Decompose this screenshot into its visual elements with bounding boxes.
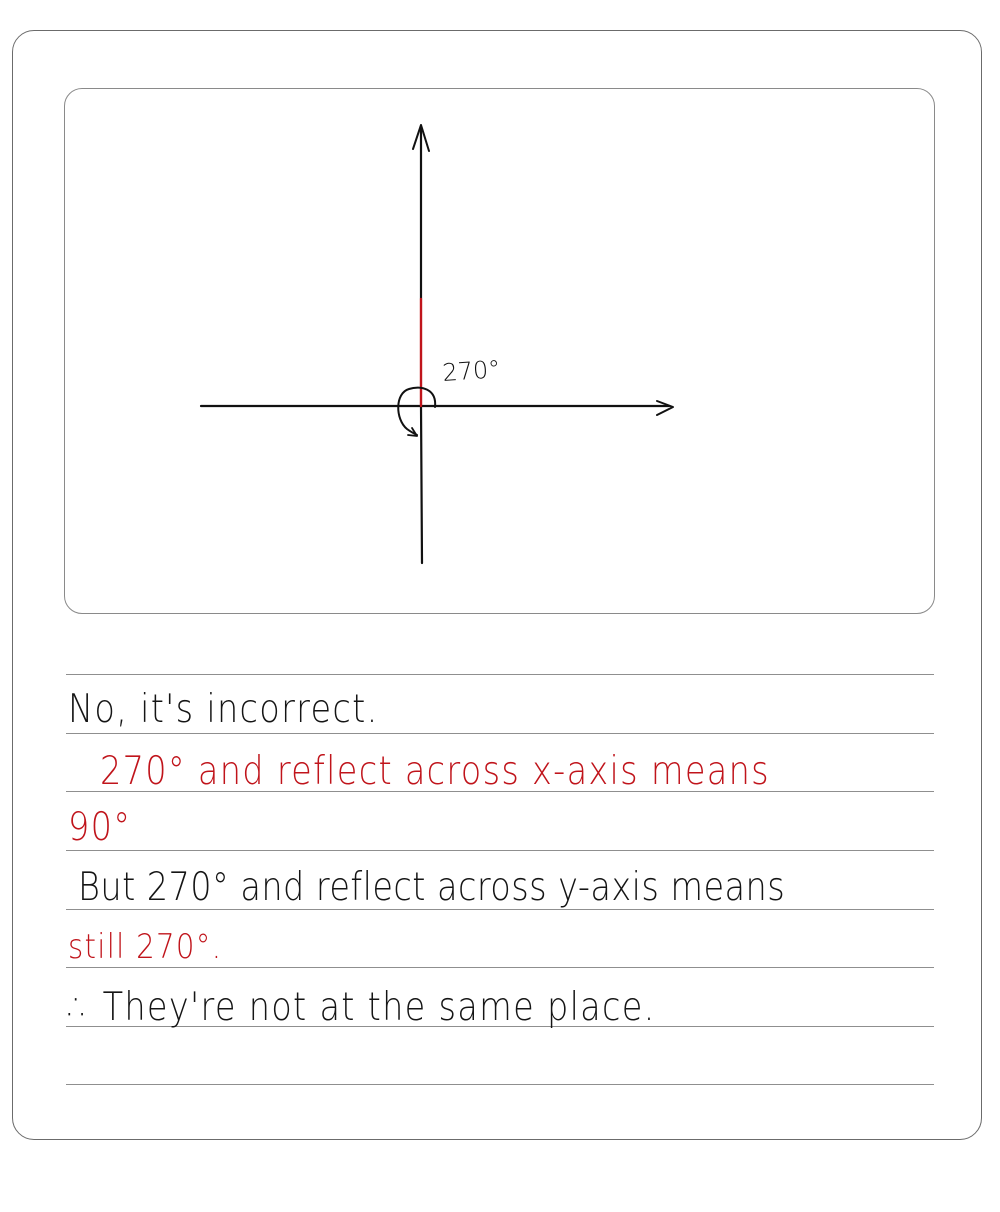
ruled-line	[66, 850, 934, 851]
ruled-line	[66, 674, 934, 675]
note-line-5: still 270°.	[68, 927, 223, 967]
note-line-4: But 270° and reflect across y-axis means	[78, 865, 786, 910]
ruled-line	[66, 1084, 934, 1085]
ruled-line	[66, 733, 934, 734]
ruled-line	[66, 967, 934, 968]
angle-diagram	[65, 89, 936, 615]
rotation-arc	[398, 388, 435, 435]
note-line-2: 270° and reflect across x-axis means	[100, 749, 770, 794]
angle-label: 270°	[441, 355, 502, 387]
note-line-6: ∴ They're not at the same place.	[68, 985, 656, 1030]
diagram-panel	[64, 88, 935, 614]
x-axis-arrowhead	[657, 401, 673, 415]
y-axis-lower	[421, 406, 422, 563]
note-line-1: No, it's incorrect.	[68, 687, 379, 732]
note-line-3: 90°	[68, 805, 132, 850]
